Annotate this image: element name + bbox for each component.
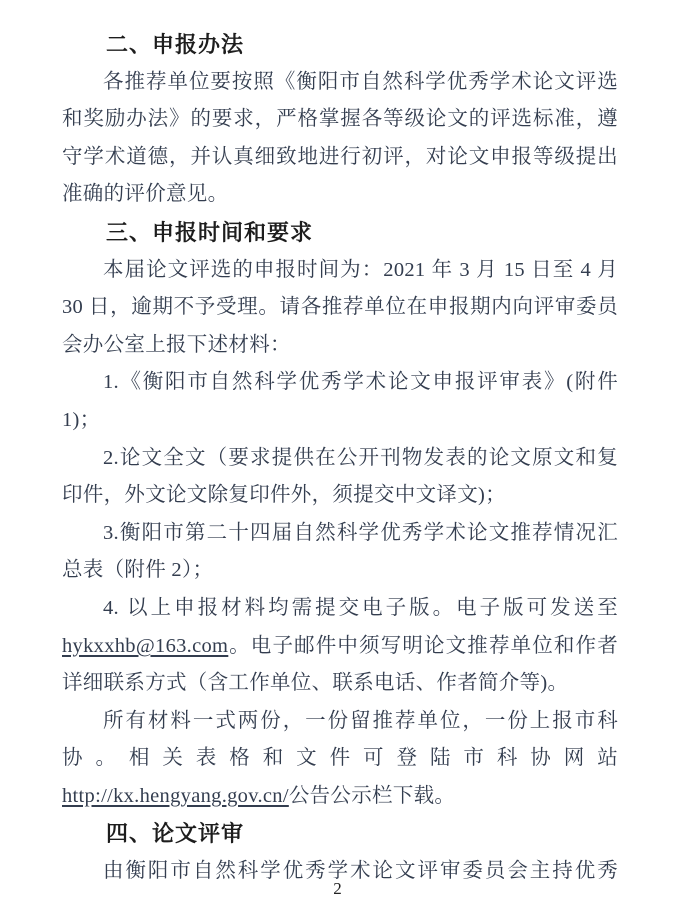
email-link[interactable]: hykxxhb@163.com (62, 634, 229, 657)
section-heading-time-and-requirements: 三、申报时间和要求 (106, 219, 314, 245)
material-copies-text-pre: 所有材料一式两份，一份留推荐单位，一份上报市科协。相关表格和文件可登陆市科协网站 (62, 709, 618, 770)
list-item-review-form: 1.《衡阳市自然科学优秀学术论文申报评审表》(附件 1)； (62, 371, 618, 431)
section-heading-application-method: 二、申报办法 (106, 32, 245, 57)
list-item-full-paper: 2.论文全文（要求提供在公开刊物发表的论文原文和复印件，外文论文除复印件外，须提交中文译文)； (62, 446, 618, 507)
page-number: 2 (333, 879, 342, 898)
list-item-summary-table: 3.衡阳市第二十四届自然科学优秀学术论文推荐情况汇总表（附件 2）； (62, 521, 618, 582)
website-link[interactable]: http://kx.hengyang.gov.cn/ (62, 784, 289, 807)
paragraph-review-committee: 由衡阳市自然科学优秀学术论文评审委员会主持优秀 (103, 860, 618, 883)
list-item-electronic-copy (62, 590, 618, 703)
electronic-copy-text-pre: 4. 以上申报材料均需提交电子版。电子版可发送至 (103, 596, 618, 619)
material-copies-text-post: 公告公示栏下载。 (288, 784, 456, 807)
section-heading-paper-review: 四、论文评审 (106, 821, 245, 847)
paragraph-application-method: 各推荐单位要按照《衡阳市自然科学优秀学术论文评选和奖励办法》的要求，严格掌握各等级论文的评选标准，遵守学术道德，并认真细致地进行初评，对论文申报等级提出准确的评价意见。 (62, 70, 618, 206)
electronic-copy-text-post: 。电子邮件中须写明论文推荐单位和作者详细联系方式（含工作单位、联系电话、作者简介等)。 (62, 634, 618, 695)
paragraph-material-copies (62, 703, 618, 816)
paragraph-deadline: 本届论文评选的申报时间为：2021 年 3 月 15 日至 4 月 30 日，逾期不予受理。请各推荐单位在申报期内向评审委员会办公室上报下述材料： (62, 258, 618, 356)
